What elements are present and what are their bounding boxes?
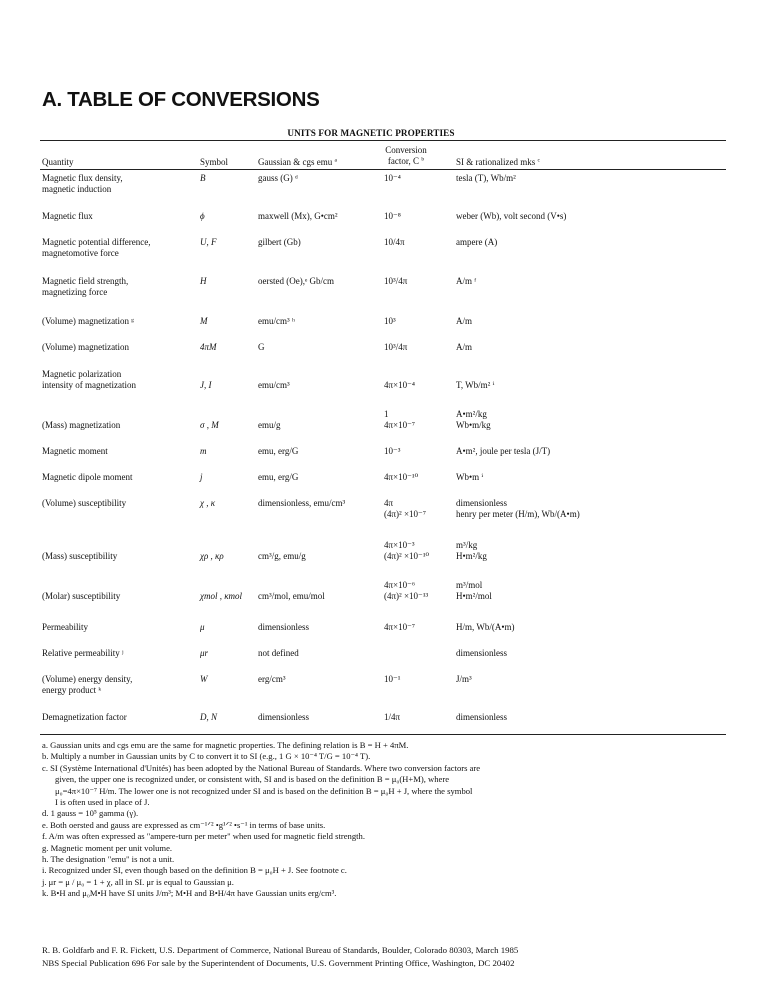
quantity-cell: (Volume) magnetization [42, 342, 130, 352]
si-unit-cell: tesla (T), Wb/m² [456, 173, 516, 183]
quantity-cell: (Volume) energy density, energy product ᵏ [42, 674, 133, 695]
conversion-factor-cell: 10³ [384, 316, 396, 326]
gaussian-unit-cell: gilbert (Gb) [258, 237, 301, 247]
gaussian-unit-cell: emu, erg/G [258, 472, 299, 482]
symbol-cell: χρ , κρ [200, 551, 224, 561]
symbol-cell: μ [200, 622, 205, 632]
credit-line: NBS Special Publication 696 For sale by the Superintendent of Documents, U.S. Government Printing Office, Washington, DC 20402 [42, 957, 515, 968]
gaussian-unit-cell: maxwell (Mx), G•cm² [258, 211, 338, 221]
gaussian-unit-cell: dimensionless, emu/cm³ [258, 498, 346, 508]
symbol-cell: D, N [200, 712, 218, 722]
symbol-cell: χ , κ [200, 498, 216, 508]
conversion-factor-cell: 4π×10⁻⁴ [384, 380, 416, 390]
gaussian-unit-cell: emu/g [258, 420, 281, 430]
header-rule [40, 169, 726, 170]
si-unit-cell: ampere (A) [456, 237, 498, 247]
footnote: given, the upper one is recognized under, or consistent with, SI and is based on the definition B = μ₀(H+M), where [55, 774, 450, 785]
header-si: SI & rationalized mks $^c$ [456, 157, 540, 167]
si-unit-cell: A/m ᶠ [456, 276, 477, 286]
footnote: μ₀=4π×10⁻⁷ H/m. The lower one is not recognized under SI and is based on the definition B = μ₀H + J, where the symbol [55, 785, 473, 796]
symbol-cell: U, F [200, 237, 217, 247]
gaussian-unit-cell: not defined [258, 648, 299, 658]
si-unit-cell: H/m, Wb/(A•m) [456, 622, 515, 632]
quantity-cell: Magnetic flux [42, 211, 93, 221]
symbol-cell: J, I [200, 380, 212, 390]
gaussian-unit-cell: gauss (G) ᵈ [258, 173, 298, 183]
symbol-cell: χmol , κmol [200, 591, 243, 601]
quantity-cell: (Volume) susceptibility [42, 498, 127, 508]
si-unit-cell: A•m², joule per tesla (J/T) [456, 446, 551, 456]
page-title: A. TABLE OF CONVERSIONS [42, 88, 320, 111]
si-unit-cell: A/m [456, 316, 473, 326]
quantity-cell: Magnetic flux density, magnetic induction [42, 173, 123, 194]
symbol-cell: j [200, 472, 203, 482]
gaussian-unit-cell: oersted (Oe),ᵉ Gb/cm [258, 276, 335, 286]
quantity-cell: Relative permeability ʲ [42, 648, 124, 658]
top-rule [40, 140, 726, 141]
header-gaussian: Gaussian & cgs emu $^a$ [258, 157, 337, 167]
footnote: i. Recognized under SI, even though based on the definition B = μ₀H + J. See footnote c. [42, 865, 347, 876]
quantity-cell: Magnetic moment [42, 446, 108, 456]
quantity-cell: (Mass) susceptibility [42, 551, 118, 561]
quantity-cell: (Molar) susceptibility [42, 591, 121, 601]
si-unit-cell: dimensionless [456, 712, 507, 722]
quantity-cell: Magnetic polarization intensity of magnetization [42, 369, 136, 390]
footnote: b. Multiply a number in Gaussian units by C to convert it to SI (e.g., 1 G × 10⁻⁴ T/G = 10⁻⁴ T). [42, 751, 371, 762]
conversion-factor-cell: 4π×10⁻³ (4π)² ×10⁻¹⁰ [384, 540, 430, 561]
header-conversion: Conversion factor, C $^b$ [385, 145, 427, 166]
conversion-factor-cell: 1/4π [384, 712, 401, 722]
quantity-cell: Demagnetization factor [42, 712, 127, 722]
header-quantity: Quantity [42, 157, 74, 167]
conversion-factor-cell: 10⁻⁸ [384, 211, 401, 221]
symbol-cell: m [200, 446, 207, 456]
quantity-cell: Magnetic dipole moment [42, 472, 133, 482]
conversion-factor-cell: 1 4π×10⁻⁷ [384, 409, 416, 430]
credits [42, 944, 518, 969]
si-unit-cell: weber (Wb), volt second (V•s) [456, 211, 567, 221]
symbol-cell: σ , M [200, 420, 219, 430]
conversion-factor-cell: 10⁻¹ [384, 674, 401, 684]
si-unit-cell: J/m³ [456, 674, 472, 684]
footnote: c. SI (Système International d'Unités) has been adopted by the National Bureau of Standards. Where two conversion factors are [42, 762, 481, 773]
si-unit-cell: m³/mol H•m²/mol [456, 580, 492, 601]
gaussian-unit-cell: emu, erg/G [258, 446, 299, 456]
conversion-factor-cell: 10/4π [384, 237, 405, 247]
gaussian-unit-cell: emu/cm³ ʰ [258, 316, 295, 326]
gaussian-unit-cell: erg/cm³ [258, 674, 286, 684]
quantity-cell: Permeability [42, 622, 88, 632]
si-unit-cell: m³/kg H•m²/kg [456, 540, 487, 561]
gaussian-unit-cell: cm³/g, emu/g [258, 551, 306, 561]
conversion-factor-cell: 10³/4π [384, 276, 408, 286]
quantity-cell: Magnetic potential difference, magnetomotive force [42, 237, 151, 258]
gaussian-unit-cell: cm³/mol, emu/mol [258, 591, 325, 601]
symbol-cell: μr [200, 648, 209, 658]
symbol-cell: ϕ [200, 211, 205, 221]
footnote: j. μr = μ / μ₀ = 1 + χ, all in SI. μr is equal to Gaussian μ. [42, 876, 234, 887]
si-unit-cell: T, Wb/m² ⁱ [456, 380, 495, 390]
table-subtitle: UNITS FOR MAGNETIC PROPERTIES [287, 128, 455, 138]
quantity-cell: (Mass) magnetization [42, 420, 121, 430]
conversion-factor-cell: 4π×10⁻⁶ (4π)² ×10⁻¹³ [384, 580, 429, 601]
symbol-cell: W [200, 674, 208, 684]
footnote: g. Magnetic moment per unit volume. [42, 842, 173, 853]
si-unit-cell: A/m [456, 342, 473, 352]
conversion-factor-cell: 4π×10⁻¹⁰ [384, 472, 419, 482]
symbol-cell: H [200, 276, 207, 286]
si-unit-cell: dimensionless [456, 648, 507, 658]
gaussian-unit-cell: G [258, 342, 265, 352]
footnotes [42, 740, 732, 900]
symbol-cell: B [200, 173, 206, 183]
conversion-factor-cell: 4π×10⁻⁷ [384, 622, 416, 632]
footnote: d. 1 gauss = 10⁵ gamma (γ). [42, 808, 139, 819]
credit-line: R. B. Goldfarb and F. R. Fickett, U.S. Department of Commerce, National Bureau of Standards, Boulder, Colorado 80303, March 1985 [42, 945, 519, 955]
symbol-cell: M [200, 316, 208, 326]
gaussian-unit-cell: emu/cm³ [258, 380, 290, 390]
conversion-factor-cell: 10⁻⁴ [384, 173, 401, 183]
footnote: h. The designation "emu" is not a unit. [42, 854, 175, 865]
conversion-factor-cell: 10⁻³ [384, 446, 401, 456]
si-unit-cell: Wb•m ⁱ [456, 472, 484, 482]
footnote: a. Gaussian units and cgs emu are the same for magnetic properties. The defining relation is B = H + 4πM. [42, 740, 409, 750]
quantity-cell: (Volume) magnetization ᵍ [42, 316, 135, 326]
header-symbol: Symbol [200, 157, 229, 167]
conversion-factor-cell: 4π (4π)² ×10⁻⁷ [384, 498, 426, 519]
quantity-cell: Magnetic field strength, magnetizing force [42, 276, 129, 297]
bottom-rule [40, 734, 726, 735]
si-unit-cell: dimensionless henry per meter (H/m), Wb/(A•m) [456, 498, 580, 519]
footnote: f. A/m was often expressed as "ampere-turn per meter" when used for magnetic field strength. [42, 831, 365, 842]
footnote: I is often used in place of J. [55, 797, 150, 808]
gaussian-unit-cell: dimensionless [258, 712, 309, 722]
symbol-cell: 4πM [200, 342, 217, 352]
conversion-factor-cell: 10³/4π [384, 342, 408, 352]
gaussian-unit-cell: dimensionless [258, 622, 309, 632]
si-unit-cell: A•m²/kg Wb•m/kg [456, 409, 491, 430]
footnote: e. Both oersted and gauss are expressed as cm⁻¹ᐟ² •g¹ᐟ² •s⁻¹ in terms of base units. [42, 819, 326, 830]
footnote: k. B•H and μ₀M•H have SI units J/m³; M•H and B•H/4π have Gaussian units erg/cm³. [42, 888, 337, 899]
